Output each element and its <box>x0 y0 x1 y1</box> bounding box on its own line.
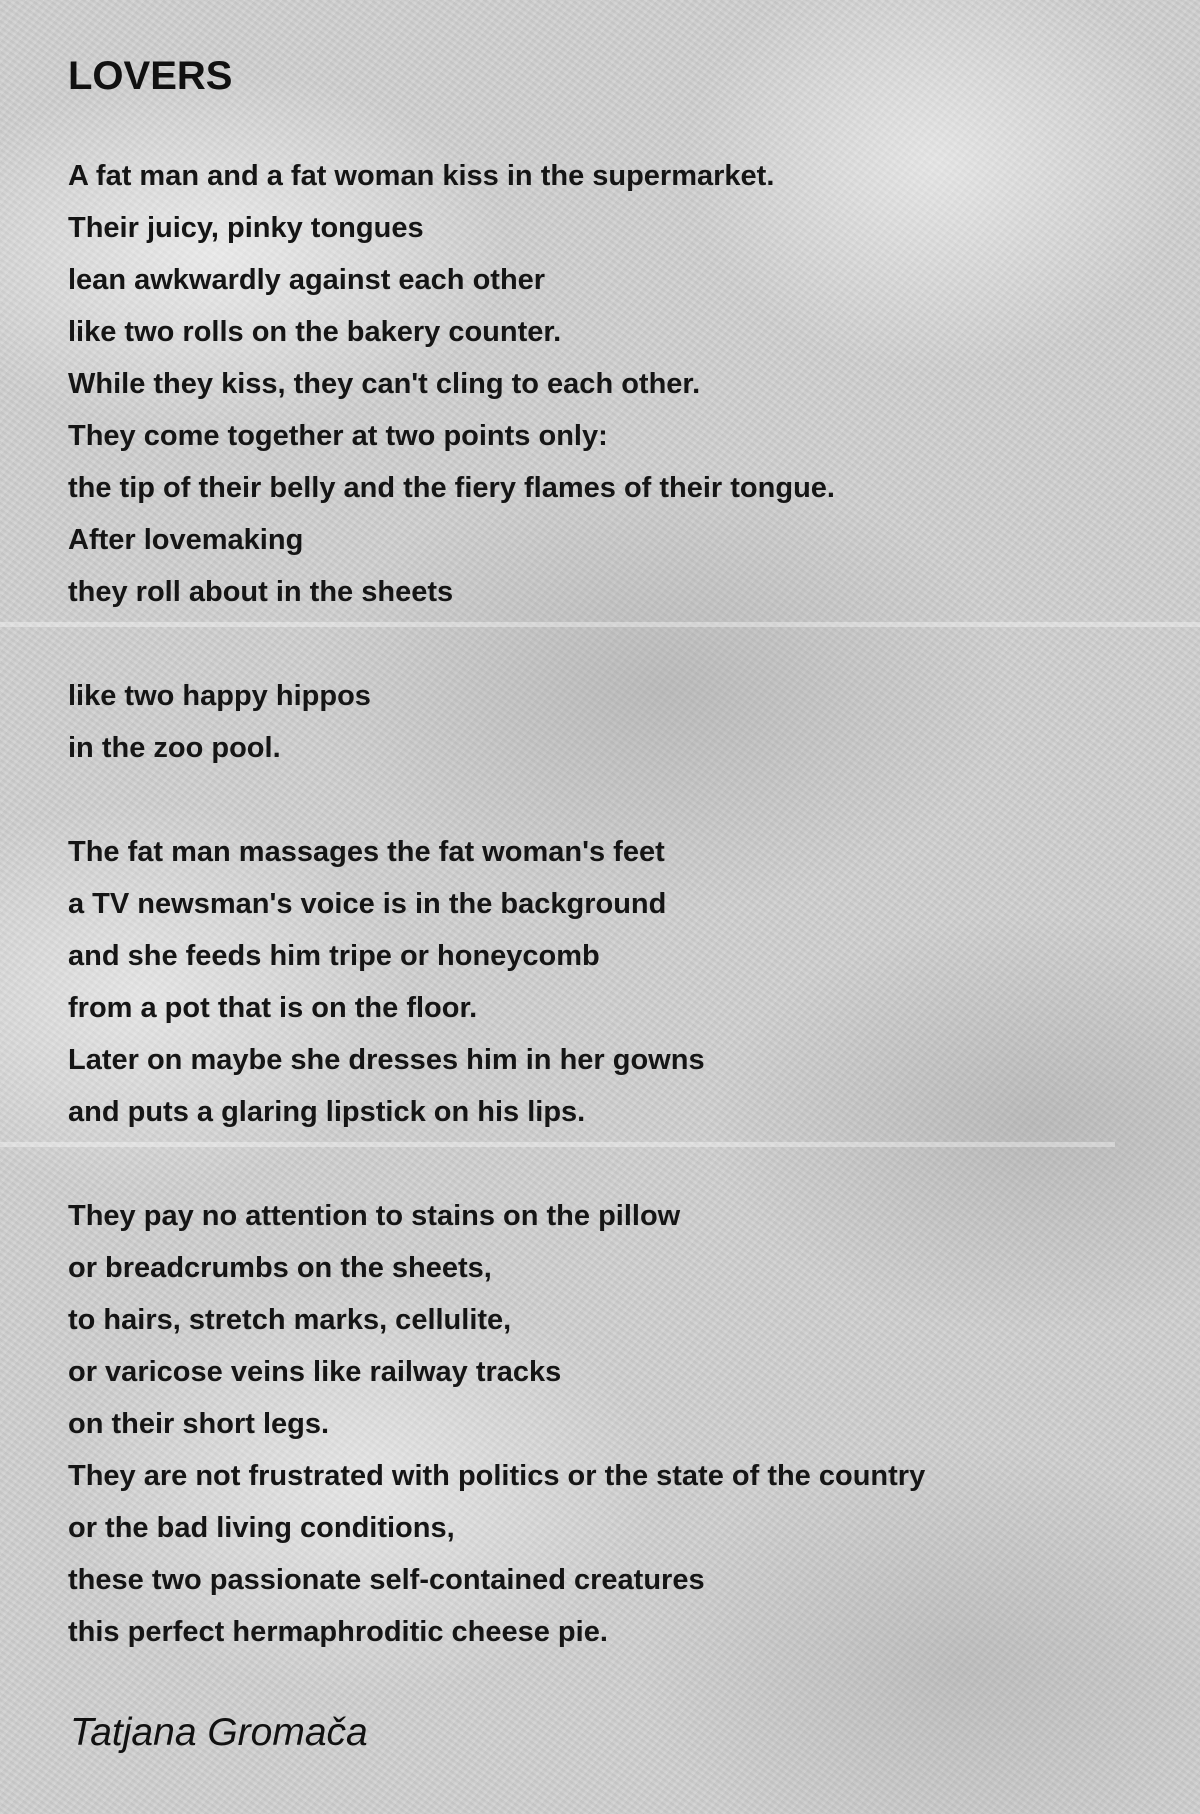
poem-line: or breadcrumbs on the sheets, <box>68 1252 492 1284</box>
poem-line: Later on maybe she dresses him in her gowns <box>68 1044 705 1076</box>
stanza-break <box>68 774 1148 826</box>
poem-author: Tatjana Gromača <box>70 1711 368 1754</box>
poem-line: these two passionate self-contained creatures <box>68 1564 705 1596</box>
poem-line: Their juicy, pinky tongues <box>68 212 424 244</box>
poem-line: and puts a glaring lipstick on his lips. <box>68 1096 586 1128</box>
poem-line: The fat man massages the fat woman's feet <box>68 836 665 868</box>
poem-line: or the bad living conditions, <box>68 1512 455 1544</box>
poem-body <box>68 150 1148 1658</box>
poem-line: in the zoo pool. <box>68 732 281 764</box>
poem-line: While they kiss, they can't cling to each other. <box>68 368 701 400</box>
poem-line: this perfect hermaphroditic cheese pie. <box>68 1616 608 1648</box>
stanza-break <box>68 1138 1148 1190</box>
poem-line: the tip of their belly and the fiery flames of their tongue. <box>68 472 835 504</box>
poem-line: or varicose veins like railway tracks <box>68 1356 562 1388</box>
stanza-break <box>68 618 1148 670</box>
poem-line: and she feeds him tripe or honeycomb <box>68 940 600 972</box>
poem-line: lean awkwardly against each other <box>68 264 546 296</box>
poem-line: They pay no attention to stains on the pillow <box>68 1200 681 1232</box>
poem-line: like two rolls on the bakery counter. <box>68 316 562 348</box>
poem-line: After lovemaking <box>68 524 304 556</box>
poem-line: a TV newsman's voice is in the background <box>68 888 667 920</box>
poem-line: to hairs, stretch marks, cellulite, <box>68 1304 512 1336</box>
poem-line: They are not frustrated with politics or the state of the country <box>68 1460 926 1492</box>
poem-line: They come together at two points only: <box>68 420 608 452</box>
poem-line: they roll about in the sheets <box>68 576 454 608</box>
poem-line: from a pot that is on the floor. <box>68 992 478 1024</box>
poem-title: LOVERS <box>68 54 233 98</box>
poem-line: on their short legs. <box>68 1408 330 1440</box>
poem-line: like two happy hippos <box>68 680 371 712</box>
poem-line: A fat man and a fat woman kiss in the supermarket. <box>68 160 775 192</box>
